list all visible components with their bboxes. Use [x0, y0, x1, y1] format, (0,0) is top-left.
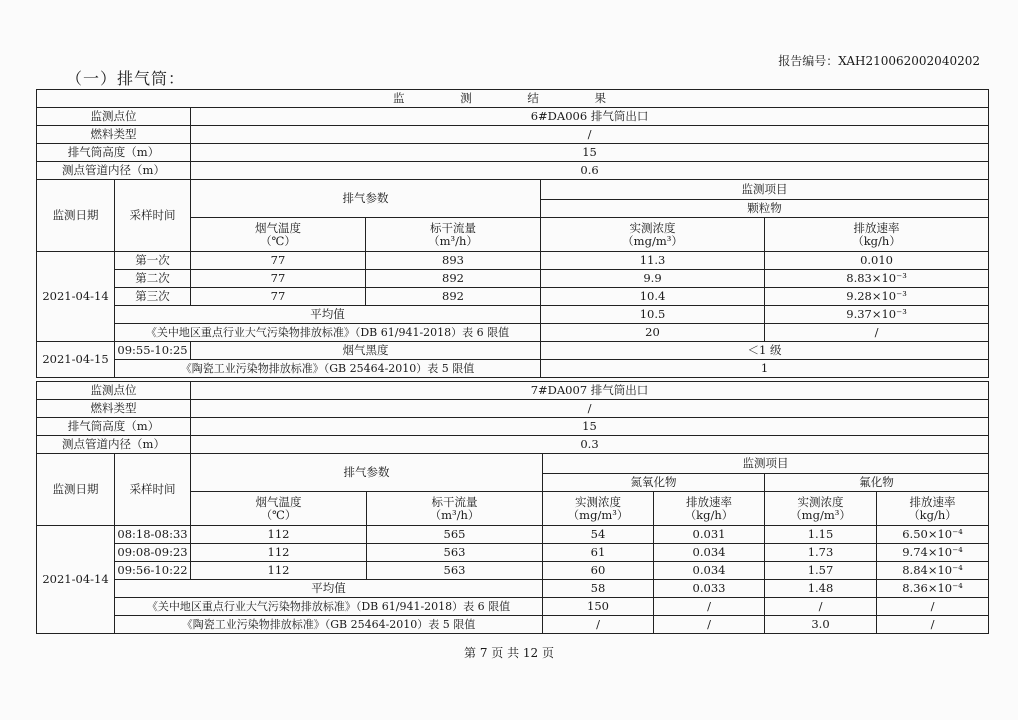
rate-cell: 8.83×10⁻³	[765, 270, 989, 288]
limit-cell: /	[543, 616, 654, 634]
temp-cell: 112	[191, 562, 367, 580]
average-label: 平均值	[115, 580, 543, 598]
time-header: 采样时间	[115, 454, 191, 526]
pollutant-header-nox: 氮氧化物	[543, 474, 765, 492]
temp-header: 烟气温度 （℃）	[191, 218, 366, 252]
height-label: 排气筒高度（m）	[37, 418, 191, 436]
limit-cell: /	[654, 616, 765, 634]
rate-cell: 0.034	[654, 544, 765, 562]
exhaust-params-header: 排气参数	[191, 180, 541, 218]
flow-cell: 892	[366, 270, 541, 288]
flow-header: 标干流量 （m³/h）	[367, 492, 543, 526]
time-cell: 第一次	[115, 252, 191, 270]
pollutant-header: 颗粒物	[541, 200, 989, 218]
table-row	[37, 324, 989, 342]
flow-cell: 893	[366, 252, 541, 270]
table-row	[37, 180, 989, 200]
flow-cell: 563	[367, 562, 543, 580]
avg-conc-cell: 58	[543, 580, 654, 598]
conc-cell: 61	[543, 544, 654, 562]
conc-cell: 1.15	[765, 526, 877, 544]
table-row	[37, 288, 989, 306]
point-label: 监测点位	[37, 108, 191, 126]
date-header: 监测日期	[37, 454, 115, 526]
results-table-7-da007	[36, 381, 989, 634]
date-header: 监测日期	[37, 180, 115, 252]
rate-header: 排放速率 （kg/h）	[654, 492, 765, 526]
conc-cell: 1.57	[765, 562, 877, 580]
time-cell: 08:18-08:33	[115, 526, 191, 544]
point-value: 7#DA007 排气筒出口	[191, 382, 989, 400]
point-value: 6#DA006 排气筒出口	[191, 108, 989, 126]
conc-header: 实测浓度 （mg/m³）	[543, 492, 654, 526]
fuel-value: /	[191, 126, 989, 144]
temp-header: 烟气温度 （℃）	[191, 492, 367, 526]
table-row	[37, 544, 989, 562]
table-row	[37, 270, 989, 288]
diameter-value: 0.3	[191, 436, 989, 454]
date-cell: 2021-04-15	[37, 342, 115, 378]
rate-header: 排放速率 （kg/h）	[877, 492, 989, 526]
flow-header: 标干流量 （m³/h）	[366, 218, 541, 252]
conc-cell: 54	[543, 526, 654, 544]
rate-header: 排放速率 （kg/h）	[765, 218, 989, 252]
height-value: 15	[191, 418, 989, 436]
pollutant-header-fluoride: 氟化物	[765, 474, 989, 492]
temp-cell: 112	[191, 526, 367, 544]
table-row	[37, 598, 989, 616]
time-cell: 09:08-09:23	[115, 544, 191, 562]
avg-conc-cell: 10.5	[541, 306, 765, 324]
section-title: （一）排气筒：	[66, 69, 186, 88]
conc-cell: 9.9	[541, 270, 765, 288]
page-number: 第 7 页 共 12 页	[464, 646, 554, 660]
fuel-label: 燃料类型	[37, 126, 191, 144]
table-row	[37, 418, 989, 436]
table-row	[37, 436, 989, 454]
temp-cell: 77	[191, 288, 366, 306]
temp-cell: 77	[191, 270, 366, 288]
time-cell: 第三次	[115, 288, 191, 306]
rate-cell: 0.031	[654, 526, 765, 544]
avg-rate-cell: 9.37×10⁻³	[765, 306, 989, 324]
flow-cell: 892	[366, 288, 541, 306]
limit-rate-cell: /	[765, 324, 989, 342]
table-row	[37, 616, 989, 634]
rate-cell: 6.50×10⁻⁴	[877, 526, 989, 544]
limit-label: 《关中地区重点行业大气污染物排放标准》（DB 61/941-2018）表 6 限值	[115, 324, 541, 342]
items-header: 监测项目	[541, 180, 989, 200]
flow-cell: 563	[367, 544, 543, 562]
date-cell: 2021-04-14	[37, 252, 115, 342]
items-header: 监测项目	[543, 454, 989, 474]
table-row	[37, 126, 989, 144]
average-label: 平均值	[115, 306, 541, 324]
time-cell: 09:55-10:25	[115, 342, 191, 360]
diameter-label: 测点管道内径（m）	[37, 436, 191, 454]
table-row	[37, 360, 989, 378]
report-number: 报告编号：XAH210062002040202	[778, 54, 980, 68]
table-row	[37, 580, 989, 598]
table-row	[37, 526, 989, 544]
avg-rate-cell: 8.36×10⁻⁴	[877, 580, 989, 598]
point-label: 监测点位	[37, 382, 191, 400]
avg-conc-cell: 1.48	[765, 580, 877, 598]
rate-cell: 0.034	[654, 562, 765, 580]
fuel-value: /	[191, 400, 989, 418]
table-row	[37, 90, 989, 108]
time-cell: 第二次	[115, 270, 191, 288]
blackness-limit-value: 1	[541, 360, 989, 378]
table-row	[37, 144, 989, 162]
table-title: 监 测 结 果	[37, 90, 989, 108]
table-row	[37, 108, 989, 126]
limit-label: 《陶瓷工业污染物排放标准》（GB 25464-2010）表 5 限值	[115, 360, 541, 378]
limit-cell: 150	[543, 598, 654, 616]
table-row	[37, 562, 989, 580]
blackness-label: 烟气黑度	[191, 342, 541, 360]
diameter-value: 0.6	[191, 162, 989, 180]
table-row	[37, 162, 989, 180]
limit-cell: 3.0	[765, 616, 877, 634]
conc-cell: 60	[543, 562, 654, 580]
time-cell: 09:56-10:22	[115, 562, 191, 580]
height-label: 排气筒高度（m）	[37, 144, 191, 162]
rate-cell: 9.28×10⁻³	[765, 288, 989, 306]
exhaust-params-header: 排气参数	[191, 454, 543, 492]
limit-cell: /	[765, 598, 877, 616]
results-table-6-da006	[36, 89, 989, 378]
avg-rate-cell: 0.033	[654, 580, 765, 598]
diameter-label: 测点管道内径（m）	[37, 162, 191, 180]
rate-cell: 9.74×10⁻⁴	[877, 544, 989, 562]
fuel-label: 燃料类型	[37, 400, 191, 418]
table-row	[37, 454, 989, 474]
limit-cell: /	[654, 598, 765, 616]
rate-cell: 0.010	[765, 252, 989, 270]
rate-cell: 8.84×10⁻⁴	[877, 562, 989, 580]
temp-cell: 112	[191, 544, 367, 562]
table-row	[37, 252, 989, 270]
limit-conc-cell: 20	[541, 324, 765, 342]
limit-cell: /	[877, 616, 989, 634]
conc-cell: 1.73	[765, 544, 877, 562]
height-value: 15	[191, 144, 989, 162]
conc-header: 实测浓度 （mg/m³）	[765, 492, 877, 526]
date-cell: 2021-04-14	[37, 526, 115, 634]
flow-cell: 565	[367, 526, 543, 544]
conc-cell: 10.4	[541, 288, 765, 306]
conc-header: 实测浓度 （mg/m³）	[541, 218, 765, 252]
table-row	[37, 382, 989, 400]
limit-label: 《陶瓷工业污染物排放标准》（GB 25464-2010）表 5 限值	[115, 616, 543, 634]
temp-cell: 77	[191, 252, 366, 270]
limit-label: 《关中地区重点行业大气污染物排放标准》（DB 61/941-2018）表 6 限值	[115, 598, 543, 616]
time-header: 采样时间	[115, 180, 191, 252]
limit-cell: /	[877, 598, 989, 616]
table-row	[37, 342, 989, 360]
table-row	[37, 306, 989, 324]
table-row	[37, 400, 989, 418]
blackness-value: ＜1 级	[541, 342, 989, 360]
conc-cell: 11.3	[541, 252, 765, 270]
